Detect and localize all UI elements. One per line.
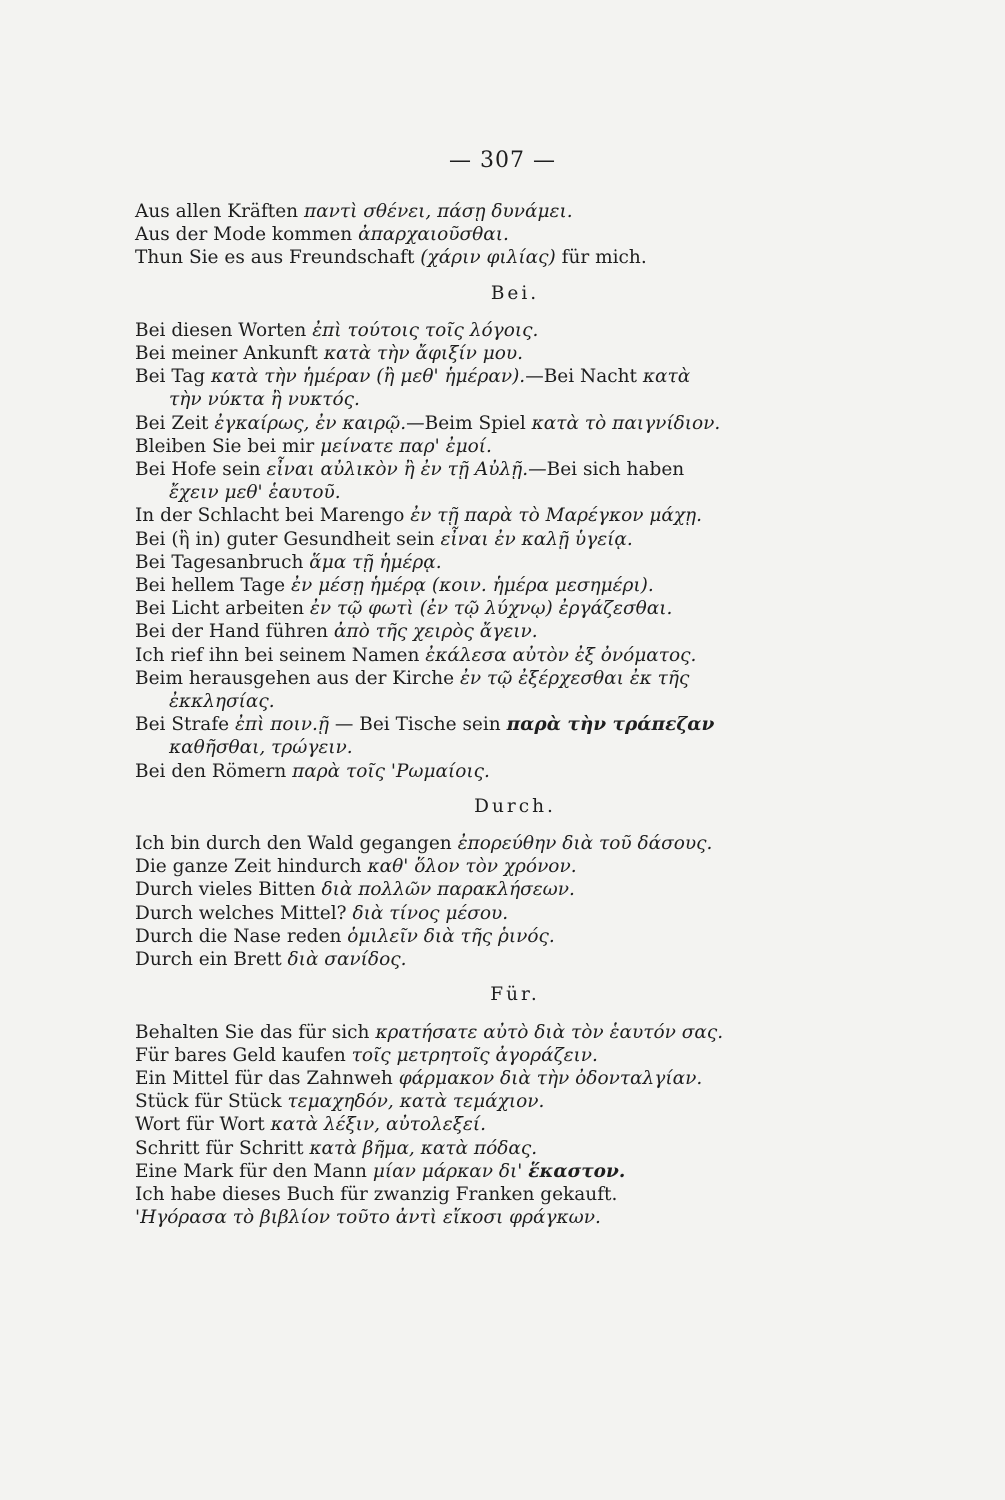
entry-line: Ich habe dieses Buch für zwanzig Franken gekauft.	[135, 1183, 618, 1205]
entry-line: Durch vieles Bitten διὰ πολλῶν παρακλήσεων.	[135, 879, 575, 901]
entry-line: Bei Zeit ἐγκαίρως, ἐν καιρῷ.—Beim Spiel κατὰ τὸ παιγνίδιον.	[135, 412, 721, 434]
entry-line: In der Schlacht bei Marengo ἐν τῇ παρὰ τὸ Μαρέγκον μάχῃ.	[135, 505, 703, 527]
entry-line: Wort für Wort κατὰ λέξιν, αὐτολεξεί.	[135, 1114, 486, 1136]
entry-line: Durch welches Mittel? διὰ τίνος μέσου.	[135, 902, 509, 924]
text-block	[135, 200, 895, 1229]
entry-line: Bei Hofe sein εἶναι αὐλικὸν ἢ ἐν τῇ Αὐλῇ.—Bei sich haben	[135, 459, 685, 481]
entry-line: Aus allen Kräften παντὶ σθένει, πάσῃ δυνάμει.	[135, 201, 573, 222]
page-number: — 307 —	[449, 148, 556, 173]
entry-line: Für bares Geld kaufen τοῖς μετρητοῖς ἀγοράζειν.	[135, 1044, 598, 1066]
entry-line: Ich bin durch den Wald gegangen ἐπορεύθην διὰ τοῦ δάσους.	[135, 833, 713, 855]
section-heading-durch: Durch.	[474, 795, 556, 817]
entry-line: Ich rief ihn bei seinem Namen ἐκάλεσα αὐτὸν ἐξ ὀνόματος.	[135, 644, 697, 666]
entry-line: Beim herausgehen aus der Kirche ἐν τῷ ἐξέρχεσθαι ἐκ τῆς	[135, 667, 690, 689]
entry-line: ἔχειν μεθ' ἑαυτοῦ.	[169, 482, 341, 504]
entry-line: Stück für Stück τεμαχηδόν, κατὰ τεμάχιον.	[135, 1091, 545, 1113]
entry-line: Behalten Sie das für sich κρατήσατε αὐτὸ διὰ τὸν ἑαυτόν σας.	[135, 1021, 724, 1043]
entry-line: Ein Mittel für das Zahnweh φάρμακον διὰ τὴν ὀδονταλγίαν.	[135, 1067, 703, 1089]
entry-line: Durch die Nase reden ὁμιλεῖν διὰ τῆς ῥινός.	[135, 925, 555, 947]
entry-line: Bei den Römern παρὰ τοῖς 'Ρωμαίοις.	[135, 760, 490, 782]
entry-line: Bei Licht arbeiten ἐν τῷ φωτὶ (ἐν τῷ λύχνῳ) ἐργάζεσθαι.	[135, 598, 673, 620]
entry-line: Thun Sie es aus Freundschaft (χάριν φιλίας) für mich.	[135, 247, 647, 269]
entry-line: Bei meiner Ankunft κατὰ τὴν ἄφιξίν μου.	[135, 343, 524, 365]
entry-line: Bei Tag κατὰ τὴν ἡμέραν (ἢ μεθ' ἡμέραν).—Bei Nacht κατὰ	[135, 366, 691, 388]
section-heading-fuer: Für.	[490, 984, 540, 1006]
entry-line: Schritt für Schritt κατὰ βῆμα, κατὰ πόδας.	[135, 1137, 538, 1159]
entry-line: ἐκκλησίας.	[169, 691, 275, 713]
entry-line: 'Ηγόρασα τὸ βιβλίον τοῦτο ἀντὶ εἴκοσι φράγκων.	[135, 1207, 601, 1229]
entry-line: τὴν νύκτα ἢ νυκτός.	[169, 389, 360, 411]
entry-line: Bei (ἢ in) guter Gesundheit sein εἶναι ἐν καλῇ ὑγείᾳ.	[135, 528, 633, 550]
entry-line: Bei der Hand führen ἀπὸ τῆς χειρὸς ἄγειν.	[135, 621, 538, 643]
entry-line: καθῆσθαι, τρώγειν.	[169, 737, 353, 759]
entry-line: Eine Mark für den Mann μίαν μάρκαν δι' ἕκαστον.	[135, 1160, 626, 1182]
section-heading-bei: Bei.	[490, 282, 540, 304]
entry-line: Bei hellem Tage ἐν μέσῃ ἡμέρᾳ (κοιν. ἡμέρα μεσημέρι).	[135, 575, 654, 597]
entry-line: Bleiben Sie bei mir μείνατε παρ' ἐμοί.	[135, 435, 492, 457]
entry-line: Bei Strafe ἐπὶ ποιν.ῇ — Bei Tische sein παρὰ τὴν τράπεζαν	[135, 714, 715, 736]
entry-line: Bei Tagesanbruch ἅμα τῇ ἡμέρᾳ.	[135, 551, 442, 573]
entry-line: Durch ein Brett διὰ σανίδος.	[135, 949, 407, 971]
entry-line: Aus der Mode kommen ἀπαρχαιοῦσθαι.	[135, 224, 509, 246]
entry-line: Bei diesen Worten ἐπὶ τούτοις τοῖς λόγοις.	[135, 319, 539, 341]
entry-line: Die ganze Zeit hindurch καθ' ὅλον τὸν χρόνον.	[135, 856, 577, 878]
